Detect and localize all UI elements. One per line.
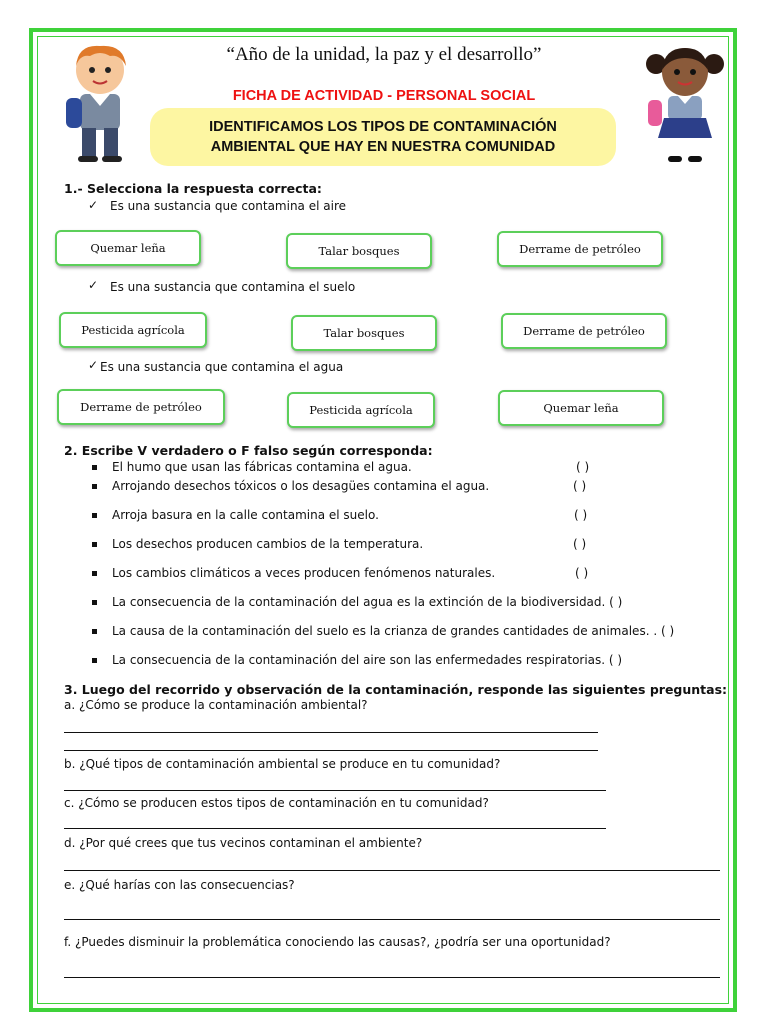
- tf-statement: Los cambios climáticos a veces producen fenómenos naturales.: [112, 566, 496, 580]
- boy-student-illustration: [50, 40, 150, 165]
- bullet: [92, 513, 97, 518]
- tf-statement-inline-blank: La causa de la contaminación del suelo es la crianza de grandes cantidades de animales. . ( ): [112, 624, 675, 638]
- answer-line[interactable]: [64, 828, 606, 829]
- option-quemar-lena-water[interactable]: Quemar leña: [498, 390, 664, 426]
- bullet: [92, 571, 97, 576]
- tf-statement-inline-blank: La consecuencia de la contaminación del aire son las enfermedades respiratorias. ( ): [112, 653, 623, 667]
- option-derrame-petroleo-air[interactable]: Derrame de petróleo: [497, 231, 663, 267]
- option-derrame-petroleo-water[interactable]: Derrame de petróleo: [57, 389, 225, 425]
- check-icon: ✓: [88, 198, 99, 212]
- tf-answer-blank[interactable]: ( ): [574, 508, 588, 522]
- bullet: [92, 600, 97, 605]
- title-banner: [150, 108, 616, 166]
- answer-line[interactable]: [64, 790, 606, 791]
- tf-statement: Arrojando desechos tóxicos o los desagües contamina el agua.: [112, 479, 490, 493]
- tf-answer-blank[interactable]: ( ): [573, 479, 587, 493]
- tf-statement: Arroja basura en la calle contamina el suelo.: [112, 508, 379, 522]
- section1-title: 1.- Selecciona la respuesta correcta:: [64, 181, 322, 196]
- bullet: [92, 542, 97, 547]
- option-talar-bosques-soil[interactable]: Talar bosques: [291, 315, 437, 351]
- option-pesticida-agricola-soil[interactable]: Pesticida agrícola: [59, 312, 207, 348]
- bullet: [92, 484, 97, 489]
- section2-title: 2. Escribe V verdadero o F falso según corresponda:: [64, 443, 433, 458]
- answer-line[interactable]: [64, 732, 598, 733]
- section1-prompt-soil: Es una sustancia que contamina el suelo: [110, 280, 356, 294]
- bullet: [92, 629, 97, 634]
- answer-line[interactable]: [64, 870, 720, 871]
- question-d: d. ¿Por qué crees que tus vecinos contaminan el ambiente?: [64, 836, 423, 850]
- title-banner-text: IDENTIFICAMOS LOS TIPOS DE CONTAMINACIÓN AMBIENTAL QUE HAY EN NUESTRA COMUNIDAD: [209, 119, 557, 155]
- tf-answer-blank[interactable]: ( ): [573, 537, 587, 551]
- bullet: [92, 658, 97, 663]
- tf-answer-blank[interactable]: ( ): [576, 460, 590, 474]
- question-e: e. ¿Qué harías con las consecuencias?: [64, 878, 295, 892]
- question-b: b. ¿Qué tipos de contaminación ambiental se produce en tu comunidad?: [64, 757, 501, 771]
- answer-line[interactable]: [64, 919, 720, 920]
- check-icon: ✓: [88, 278, 99, 292]
- option-pesticida-agricola-water[interactable]: Pesticida agrícola: [287, 392, 435, 428]
- question-c: c. ¿Cómo se producen estos tipos de contaminación en tu comunidad?: [64, 796, 489, 810]
- question-a: a. ¿Cómo se produce la contaminación ambiental?: [64, 698, 368, 712]
- tf-answer-blank[interactable]: ( ): [575, 566, 589, 580]
- tf-statement: Los desechos producen cambios de la temperatura.: [112, 537, 424, 551]
- option-derrame-petroleo-soil[interactable]: Derrame de petróleo: [501, 313, 667, 349]
- answer-line[interactable]: [64, 977, 720, 978]
- answer-line[interactable]: [64, 750, 598, 751]
- tf-statement-inline-blank: La consecuencia de la contaminación del agua es la extinción de la biodiversidad. ( ): [112, 595, 623, 609]
- national-motto: “Año de la unidad, la paz y el desarrollo”: [226, 44, 542, 65]
- section3-title: 3. Luego del recorrido y observación de la contaminación, responde las siguientes preguntas:: [64, 682, 728, 697]
- section1-prompt-air: Es una sustancia que contamina el aire: [110, 199, 346, 213]
- section1-prompt-water: Es una sustancia que contamina el agua: [100, 360, 344, 374]
- tf-statement: El humo que usan las fábricas contamina el agua.: [112, 460, 412, 474]
- girl-student-illustration: [640, 42, 730, 167]
- check-icon: ✓: [88, 358, 99, 372]
- bullet: [92, 465, 97, 470]
- worksheet-subtitle: FICHA DE ACTIVIDAD - PERSONAL SOCIAL: [232, 88, 536, 104]
- question-f: f. ¿Puedes disminuir la problemática conociendo las causas?, ¿podría ser una oportunidad?: [64, 935, 611, 949]
- option-quemar-lena-air[interactable]: Quemar leña: [55, 230, 201, 266]
- option-talar-bosques-air[interactable]: Talar bosques: [286, 233, 432, 269]
